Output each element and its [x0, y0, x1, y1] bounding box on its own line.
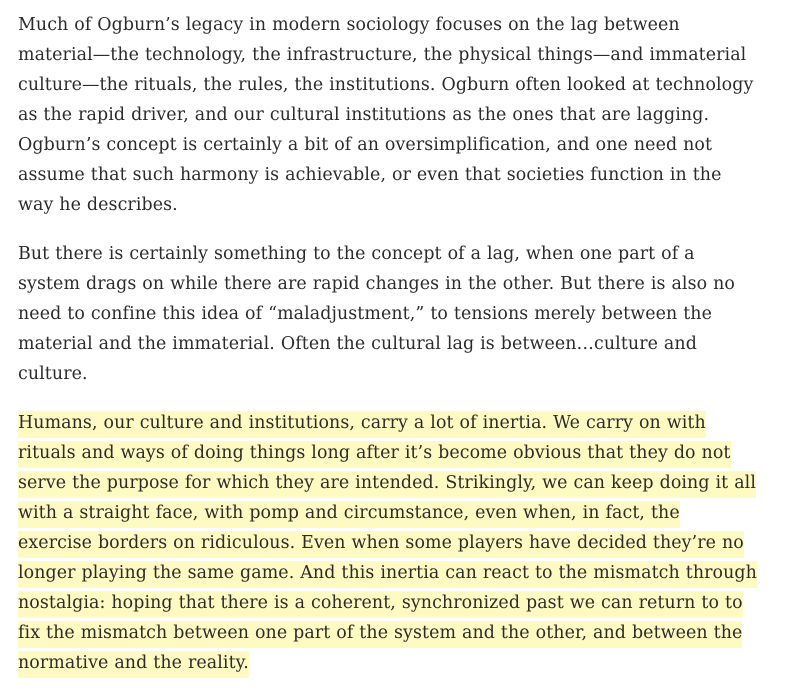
paragraph-1 [18, 10, 758, 220]
article-body [18, 10, 758, 697]
highlighted-passage[interactable]: Humans, our culture and institutions, carry a lot of inertia. We carry on with rituals and ways of doing things long after it’s become obvious that they do not serve the purpose for which they are intended. Strikingly, we can keep doing it all with a straight face, with pomp and circumstance, even when, in fact, the exercise borders on ridiculous. Even when some players have decided they’re no longer playing the same game. And this inertia can react to the mismatch through nostalgia: hoping that there is a coherent, synchronized past we can return to to fix the mismatch between one part of the system and the other, and between the normative and the reality. [18, 411, 757, 678]
paragraph-3-highlighted [18, 408, 758, 678]
paragraph-2 [18, 239, 758, 389]
paragraph-2-text: But there is certainly something to the concept of a lag, when one part of a system drags on while there are rapid changes in the other. But there is also no need to confine this idea of “maladjustment,” to tensions merely between the material and the immaterial. Often the cultural lag is between…culture and culture. [18, 244, 735, 384]
paragraph-1-text: Much of Ogburn’s legacy in modern sociology focuses on the lag between material—the technology, the infrastructure, the physical things—and immaterial culture—the rituals, the rules, the institutions. Ogburn often looked at technology as the rapid driver, and our cultural institutions as the ones that are lagging. Ogburn’s concept is certainly a bit of an oversimplification, and one need not assume that such harmony is achievable, or even that societies function in the way he describes. [18, 15, 754, 215]
